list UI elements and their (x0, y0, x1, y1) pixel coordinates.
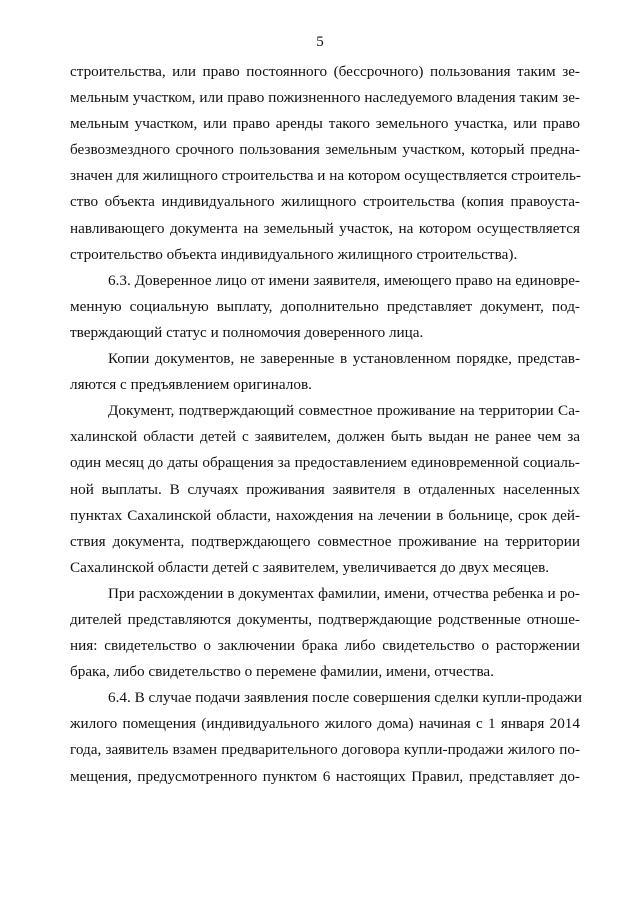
text-line: один месяц до даты обращения за предоставлением единовременной социаль- (70, 454, 580, 472)
text-line: менную социальную выплату, дополнительно представляет документ, под- (70, 297, 580, 315)
text-line: мельным участком, или право пожизненного наследуемого владения таким зе- (70, 89, 580, 107)
text-line: ство объекта индивидуального жилищного строительства (копия правоуста- (70, 193, 580, 211)
text-line: значен для жилищного строительства и на котором осуществляется строитель- (70, 167, 581, 185)
text-line: 6.3. Доверенное лицо от имени заявителя, имеющего право на единовре- (108, 271, 580, 289)
text-line: халинской области детей с заявителем, должен быть выдан не ранее чем за (70, 428, 580, 446)
text-line: При расхождении в документах фамилии, имени, отчества ребенка и ро- (108, 584, 580, 602)
text-line: 6.4. В случае подачи заявления после совершения сделки купли-продажи (108, 689, 582, 707)
text-line: жилого помещения (индивидуального жилого дома) начиная с 1 января 2014 (70, 715, 580, 733)
text-line: ляются с предъявлением оригиналов. (70, 376, 312, 394)
text-line: мещения, предусмотренного пунктом 6 настоящих Правил, представляет до- (70, 767, 580, 785)
text-line: строительства, или право постоянного (бессрочного) пользования таким зе- (70, 63, 580, 80)
text-line: навливающего документа на земельный участок, на котором осуществляется (70, 219, 580, 237)
text-line: тверждающий статус и полномочия доверенного лица. (70, 323, 424, 341)
page-number: 5 (316, 34, 324, 50)
text-line: дителей представляются документы, подтверждающие родственные отноше- (70, 610, 580, 628)
text-line: Копии документов, не заверенные в установленном порядке, представ- (108, 350, 580, 368)
text-line: безвозмездного срочного пользования земельным участком, который предна- (70, 141, 580, 159)
text-line: года, заявитель взамен предварительного договора купли-продажи жилого по- (70, 741, 580, 759)
document-body (70, 59, 580, 790)
text-line: ной выплаты. В случаях проживания заявителя в отдаленных населенных (70, 480, 580, 498)
text-line: ния: свидетельство о заключении брака либо свидетельство о расторжении (70, 637, 580, 655)
text-line: Документ, подтверждающий совместное проживание на территории Са- (108, 402, 580, 420)
text-line: строительство объекта индивидуального жилищного строительства). (70, 245, 518, 263)
text-line: ствия документа, подтверждающего совместное проживание на территории (70, 532, 580, 550)
text-line: Сахалинской области детей с заявителем, увеличивается до двух месяцев. (70, 558, 550, 576)
text-line: мельным участком, или право аренды такого земельного участка, или право (70, 115, 580, 133)
text-line: пунктах Сахалинской области, нахождения на лечении в больнице, срок дей- (70, 506, 580, 524)
text-line: брака, либо свидетельство о перемене фамилии, имени, отчества. (70, 663, 494, 681)
